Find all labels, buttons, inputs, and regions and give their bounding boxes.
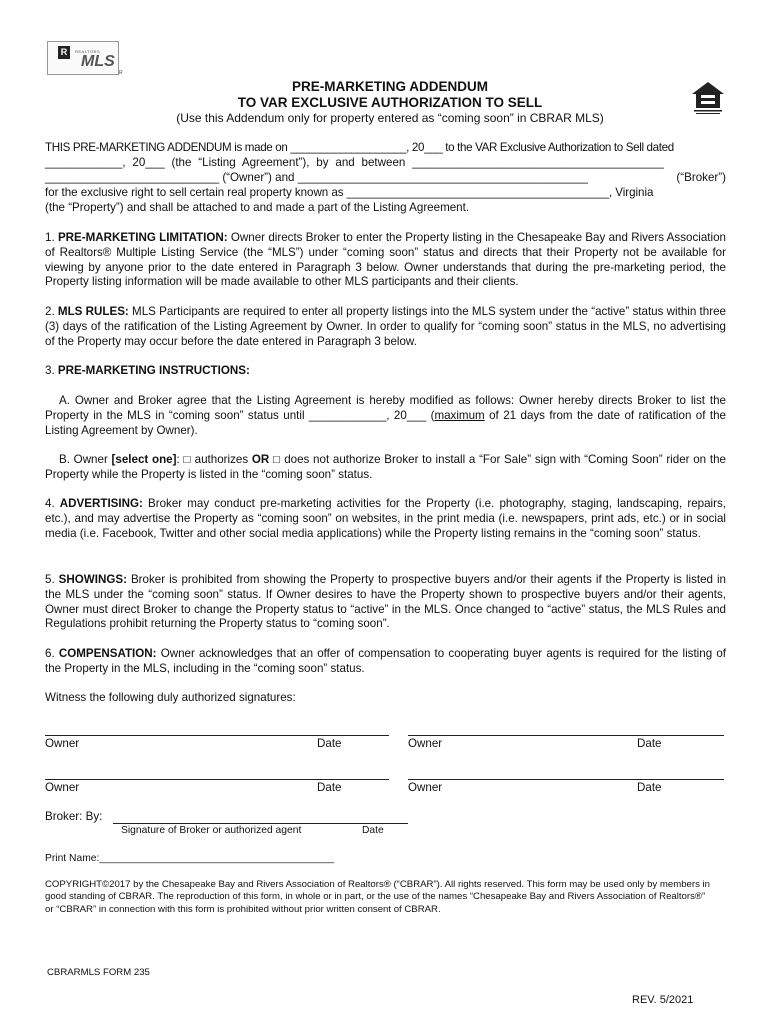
section-number: 1. — [45, 231, 55, 244]
section-text: MLS Participants are required to enter all property listings into the MLS system under the “active” status within three (3) days of the ratification of the Listing Agreement by Owner. In order to qualify for “coming soon” status in the MLS, no advertising of the Property may occur before the date entered in Paragraph 3 below. — [45, 305, 726, 348]
date-label: Date — [317, 737, 342, 750]
broker-date-caption: Date — [362, 825, 384, 836]
select-one-label: [select one] — [111, 453, 177, 466]
section-number: 2. — [45, 305, 55, 318]
logo-mls-text: MLS — [81, 53, 115, 70]
broker-signature-line[interactable] — [113, 823, 408, 824]
section-3a-text: A. Owner and Broker agree that the Listing Agreement is hereby modified as follows: Owner hereby directs Broker to list the Property in the MLS in “coming soon” status until ____________, 20___ ( — [45, 394, 726, 422]
logo-small-text: REALTORS — [75, 49, 101, 54]
broker-signature-caption: Signature of Broker or authorized agent — [121, 825, 302, 836]
select-one-colon: : — [176, 453, 180, 466]
does-not-authorize-label: does not authorize Broker to install a “For Sale” sign with “Coming Soon” rider on the Property while the Property is listed in the “coming soon” status. — [45, 453, 726, 481]
section-3b — [45, 453, 726, 483]
or-label: OR — [251, 453, 270, 466]
authorizes-label: authorizes — [190, 453, 252, 466]
logo-registered-mark: R — [119, 70, 123, 76]
print-name-field[interactable]: Print Name:_________________________________________ — [45, 853, 335, 864]
section-mls-rules — [45, 305, 726, 349]
intro-broker-label: (“Broker”) — [676, 171, 726, 184]
date-label: Date — [637, 737, 662, 750]
broker-by-label: Broker: By: — [45, 810, 103, 823]
authorizes-checkbox[interactable]: □ — [183, 453, 191, 466]
section-text: Owner acknowledges that an offer of compensation to cooperating buyer agents is required for the listing of the Property in the MLS, including in the “coming soon” status. — [45, 647, 726, 675]
intro-line1: THIS PRE-MARKETING ADDENDUM is made on ___________________, 20___ to the VAR Exclusive Authorization to Sell dated — [45, 141, 674, 154]
section-heading: PRE-MARKETING INSTRUCTIONS: — [57, 364, 250, 377]
owner-label: Owner — [408, 737, 443, 750]
owner-signature-line-1[interactable] — [45, 735, 389, 736]
copyright-notice: COPYRIGHT©2017 by the Chesapeake Bay and Rivers Association of Realtors® (“CBRAR”). All rights reserved. This form may be used only by members in good standing of CBRAR. The reproduction of this form, in whole or in part, or the use of the names “Chesapeake Bay and Rivers Association of Realtors®” or “CBRAR” in connection with this form is prohibited without prior written consent of CBRAR. — [45, 879, 710, 915]
intro-line3-text: ___________________________ (“Owner”) and _____________________________________________ — [45, 171, 588, 184]
owner-label: Owner — [408, 781, 443, 794]
section-3a-text-end: of 21 days from the date of ratification of the Listing Agreement by Owner). — [45, 408, 727, 437]
section-advertising — [45, 497, 726, 541]
witness-statement: Witness the following duly authorized signatures: — [45, 691, 296, 704]
page-title-line1: PRE-MARKETING ADDENDUM — [292, 79, 488, 94]
section-heading: SHOWINGS: — [58, 573, 127, 586]
section-showings — [45, 573, 726, 632]
page-subtitle: (Use this Addendum only for property entered as “coming soon” in CBRAR MLS) — [176, 111, 604, 125]
section-number: 5. — [45, 573, 55, 586]
date-label: Date — [637, 781, 662, 794]
section-text: Broker may conduct pre-marketing activities for the Property (i.e. photography, staging, landscaping, repairs, etc.), and may advertise the Property as “coming soon” on websites, in the print media (i.e. newspapers, print ads, etc.) or in social media (i.e. Facebook, Twitter and other social media applications) while the Property listing remains in the “coming soon” status. — [45, 497, 726, 540]
section-3a — [45, 394, 726, 438]
section-heading: ADVERTISING: — [59, 497, 143, 510]
does-not-authorize-checkbox[interactable]: □ — [272, 453, 281, 466]
intro-line2: ____________, 20___ (the “Listing Agreement”), by and between _______________________________________ — [45, 156, 664, 169]
form-number: CBRARMLS FORM 235 — [47, 967, 150, 978]
page-title-line2: TO VAR EXCLUSIVE AUTHORIZATION TO SELL — [237, 95, 543, 110]
realtor-r-logo: R — [58, 46, 70, 59]
owner-signature-line-2[interactable] — [408, 735, 724, 736]
mls-logo — [47, 41, 119, 75]
intro-line5: (the “Property”) and shall be attached to and made a part of the Listing Agreement. — [45, 201, 470, 214]
maximum-underlined: maximum — [434, 408, 485, 422]
section-heading: MLS RULES: — [57, 305, 129, 318]
owner-label: Owner — [45, 737, 80, 750]
section-3b-text: B. Owner — [59, 453, 112, 466]
section-number: 4. — [45, 497, 55, 510]
section-text: Broker is prohibited from showing the Property to prospective buyers and/or their agents if the Property is listed in the MLS under the “coming soon” status. If Owner desires to have the Property shown to prospective buyers and/or their agents, Owner must direct Broker to change the Property status to “active” in the MLS. Once changed to “active” status, the MLS Rules and Regulations prohibit returning the Property status to “coming soon”. — [45, 573, 726, 631]
section-premarketing-instructions — [45, 364, 726, 379]
section-number: 3. — [45, 364, 55, 377]
revision-date: REV. 5/2021 — [632, 994, 694, 1006]
intro-line4: for the exclusive right to sell certain real property known as _________________________________________, Virginia — [45, 186, 654, 199]
section-heading: COMPENSATION: — [58, 647, 157, 660]
section-heading: PRE-MARKETING LIMITATION: — [57, 231, 228, 244]
owner-label: Owner — [45, 781, 80, 794]
section-compensation — [45, 647, 726, 677]
intro-line3 — [45, 171, 726, 186]
owner-signature-line-3[interactable] — [45, 779, 389, 780]
section-number: 6. — [45, 647, 55, 660]
owner-signature-line-4[interactable] — [408, 779, 724, 780]
section-premarketing-limitation — [45, 231, 726, 290]
section-text: Owner directs Broker to enter the Property listing in the Chesapeake Bay and Rivers Association of Realtors® Multiple Listing Service (the “MLS”) under “coming soon” status and directs that their Property not be available for viewing by anyone prior to the date entered in Paragraph 3 below. Owner understands that during the pre-marketing period, the Property listing information will be made available to other MLS participants and their clients. — [45, 231, 726, 289]
date-label: Date — [317, 781, 342, 794]
